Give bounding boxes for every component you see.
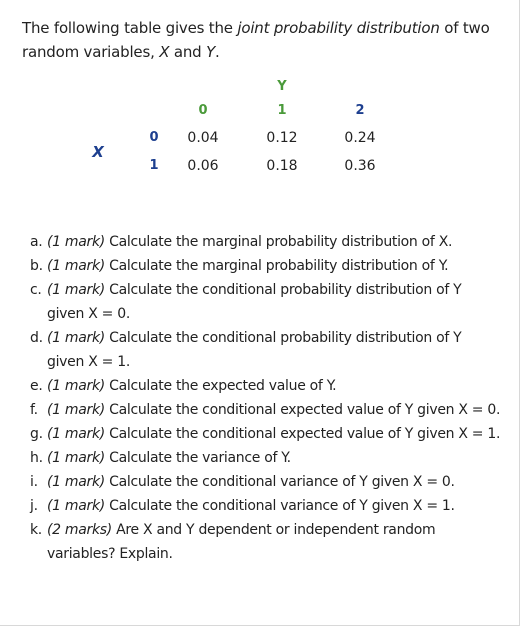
table-cell: 0.18 <box>266 158 298 174</box>
question-text: Calculate the conditional expected value of Y given X = 0. <box>104 402 501 418</box>
table-cell: 0.06 <box>187 158 219 174</box>
question-item <box>30 494 502 518</box>
x-value-header: 0 <box>149 130 159 145</box>
question-item <box>30 470 502 494</box>
intro-text-2: of two random variables, <box>22 19 490 61</box>
table-cell: 0.12 <box>266 130 298 146</box>
question-label: f. <box>30 402 38 418</box>
question-text: Calculate the conditional probability distribution of Y given X = 0. <box>47 282 462 322</box>
question-text: Calculate the expected value of Y. <box>104 378 337 394</box>
question-mark: (2 marks) <box>47 522 112 538</box>
intro-var-y: Y <box>206 43 216 61</box>
question-text: Calculate the variance of Y. <box>104 450 291 466</box>
question-text: Are X and Y dependent or independent random variables? Explain. <box>47 522 436 562</box>
question-item <box>30 254 502 278</box>
question-item <box>30 518 502 566</box>
question-mark: (1 mark) <box>47 450 105 466</box>
question-label: b. <box>30 258 43 274</box>
question-label: k. <box>30 522 42 538</box>
question-label: h. <box>30 450 43 466</box>
question-mark: (1 mark) <box>47 402 105 418</box>
question-label: e. <box>30 378 43 394</box>
y-value-header: 0 <box>198 103 208 118</box>
intro-var-x: X <box>159 43 170 61</box>
question-mark: (1 mark) <box>47 258 105 274</box>
question-item <box>30 422 502 446</box>
table-cell: 0.36 <box>344 158 376 174</box>
question-mark: (1 mark) <box>47 474 105 490</box>
question-mark: (1 mark) <box>47 498 105 514</box>
question-list <box>30 230 502 566</box>
table-cell: 0.04 <box>187 130 219 146</box>
intro-text-1: The following table gives the <box>22 19 238 37</box>
question-item <box>30 446 502 470</box>
question-item <box>30 374 502 398</box>
question-mark: (1 mark) <box>47 282 105 298</box>
intro-emphasis: joint probability distribution <box>237 19 440 37</box>
question-mark: (1 mark) <box>47 234 105 250</box>
question-item <box>30 230 502 254</box>
question-mark: (1 mark) <box>47 330 105 346</box>
intro-end: . <box>215 43 220 61</box>
question-mark: (1 mark) <box>47 378 105 394</box>
question-item <box>30 326 502 374</box>
question-label: c. <box>30 282 42 298</box>
x-value-header: 1 <box>149 158 159 173</box>
question-text: Calculate the marginal probability distribution of Y. <box>104 258 449 274</box>
y-value-header: 1 <box>277 103 287 118</box>
question-label: j. <box>30 498 38 514</box>
question-text: Calculate the conditional variance of Y given X = 0. <box>104 474 455 490</box>
y-value-header: 2 <box>355 103 365 118</box>
question-item <box>30 278 502 326</box>
question-text: Calculate the conditional expected value of Y given X = 1. <box>104 426 501 442</box>
x-variable-label: X <box>92 143 104 161</box>
question-text: Calculate the conditional variance of Y given X = 1. <box>104 498 455 514</box>
question-label: g. <box>30 426 43 442</box>
question-label: d. <box>30 330 43 346</box>
question-text: Calculate the marginal probability distribution of X. <box>104 234 453 250</box>
question-item <box>30 398 502 422</box>
question-mark: (1 mark) <box>47 426 105 442</box>
question-text: Calculate the conditional probability distribution of Y given X = 1. <box>47 330 462 370</box>
table-cell: 0.24 <box>344 130 376 146</box>
y-variable-label: Y <box>277 79 287 94</box>
question-label: i. <box>30 474 38 490</box>
intro-and: and <box>169 43 207 61</box>
joint-probability-table <box>0 0 520 200</box>
question-label: a. <box>30 234 43 250</box>
